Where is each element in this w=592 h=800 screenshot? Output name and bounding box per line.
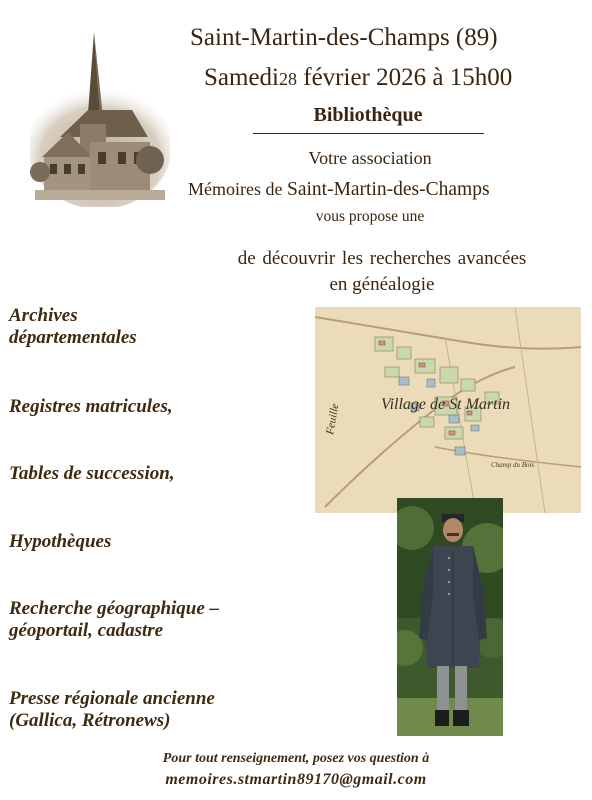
church-photo — [30, 32, 170, 207]
map-field-label: Champ du Bois — [491, 461, 535, 469]
event-venue: Bibliothèque — [313, 104, 423, 126]
association-line-3: vous propose une — [315, 208, 425, 225]
event-date — [204, 64, 574, 92]
association-line-2 — [188, 179, 578, 201]
association-name-prefix: Mémoires de — [188, 179, 287, 199]
topic-registres — [9, 396, 173, 418]
date-rest: février 2026 à 15h00 — [297, 64, 513, 91]
header-divider — [253, 133, 484, 134]
event-town: Saint-Martin-des-Champs (89) — [190, 24, 498, 51]
topic-line: Registres matricules, — [9, 396, 173, 417]
association-line-1: Votre association — [308, 148, 432, 168]
topic-presse — [9, 688, 215, 732]
intro-line-1: de découvrir les recherches avancées — [237, 248, 527, 269]
topic-geographie — [9, 598, 219, 642]
contact-email: memoires.stmartin89170@gmail.com — [165, 771, 427, 788]
topic-line: Hypothèques — [9, 531, 112, 552]
topic-tables — [9, 463, 175, 485]
topic-line: Recherche géographique – — [9, 598, 220, 619]
contact-note: Pour tout renseignement, posez vos question à — [162, 751, 430, 766]
map-side-label: Feuille — [324, 402, 342, 436]
soldier-photo — [397, 498, 503, 736]
association-name-town: Saint-Martin-des-Champs — [286, 179, 490, 200]
date-day: 28 — [279, 69, 297, 89]
topic-line: géoportail, cadastre — [9, 620, 164, 641]
map-village-label: Village de St Martin — [381, 396, 511, 413]
topic-line: départementales — [9, 327, 137, 348]
cadastre-map-image — [315, 307, 581, 513]
topic-hypotheques — [9, 531, 111, 553]
topic-line: Tables de succession, — [9, 463, 175, 484]
topic-line: Presse régionale ancienne — [9, 688, 215, 709]
date-prefix: Samedi — [204, 64, 279, 91]
intro-line-2: en généalogie — [329, 274, 435, 295]
topic-archives — [9, 305, 137, 349]
topic-line: Archives — [9, 305, 78, 326]
topic-line: (Gallica, Rétronews) — [9, 710, 171, 731]
